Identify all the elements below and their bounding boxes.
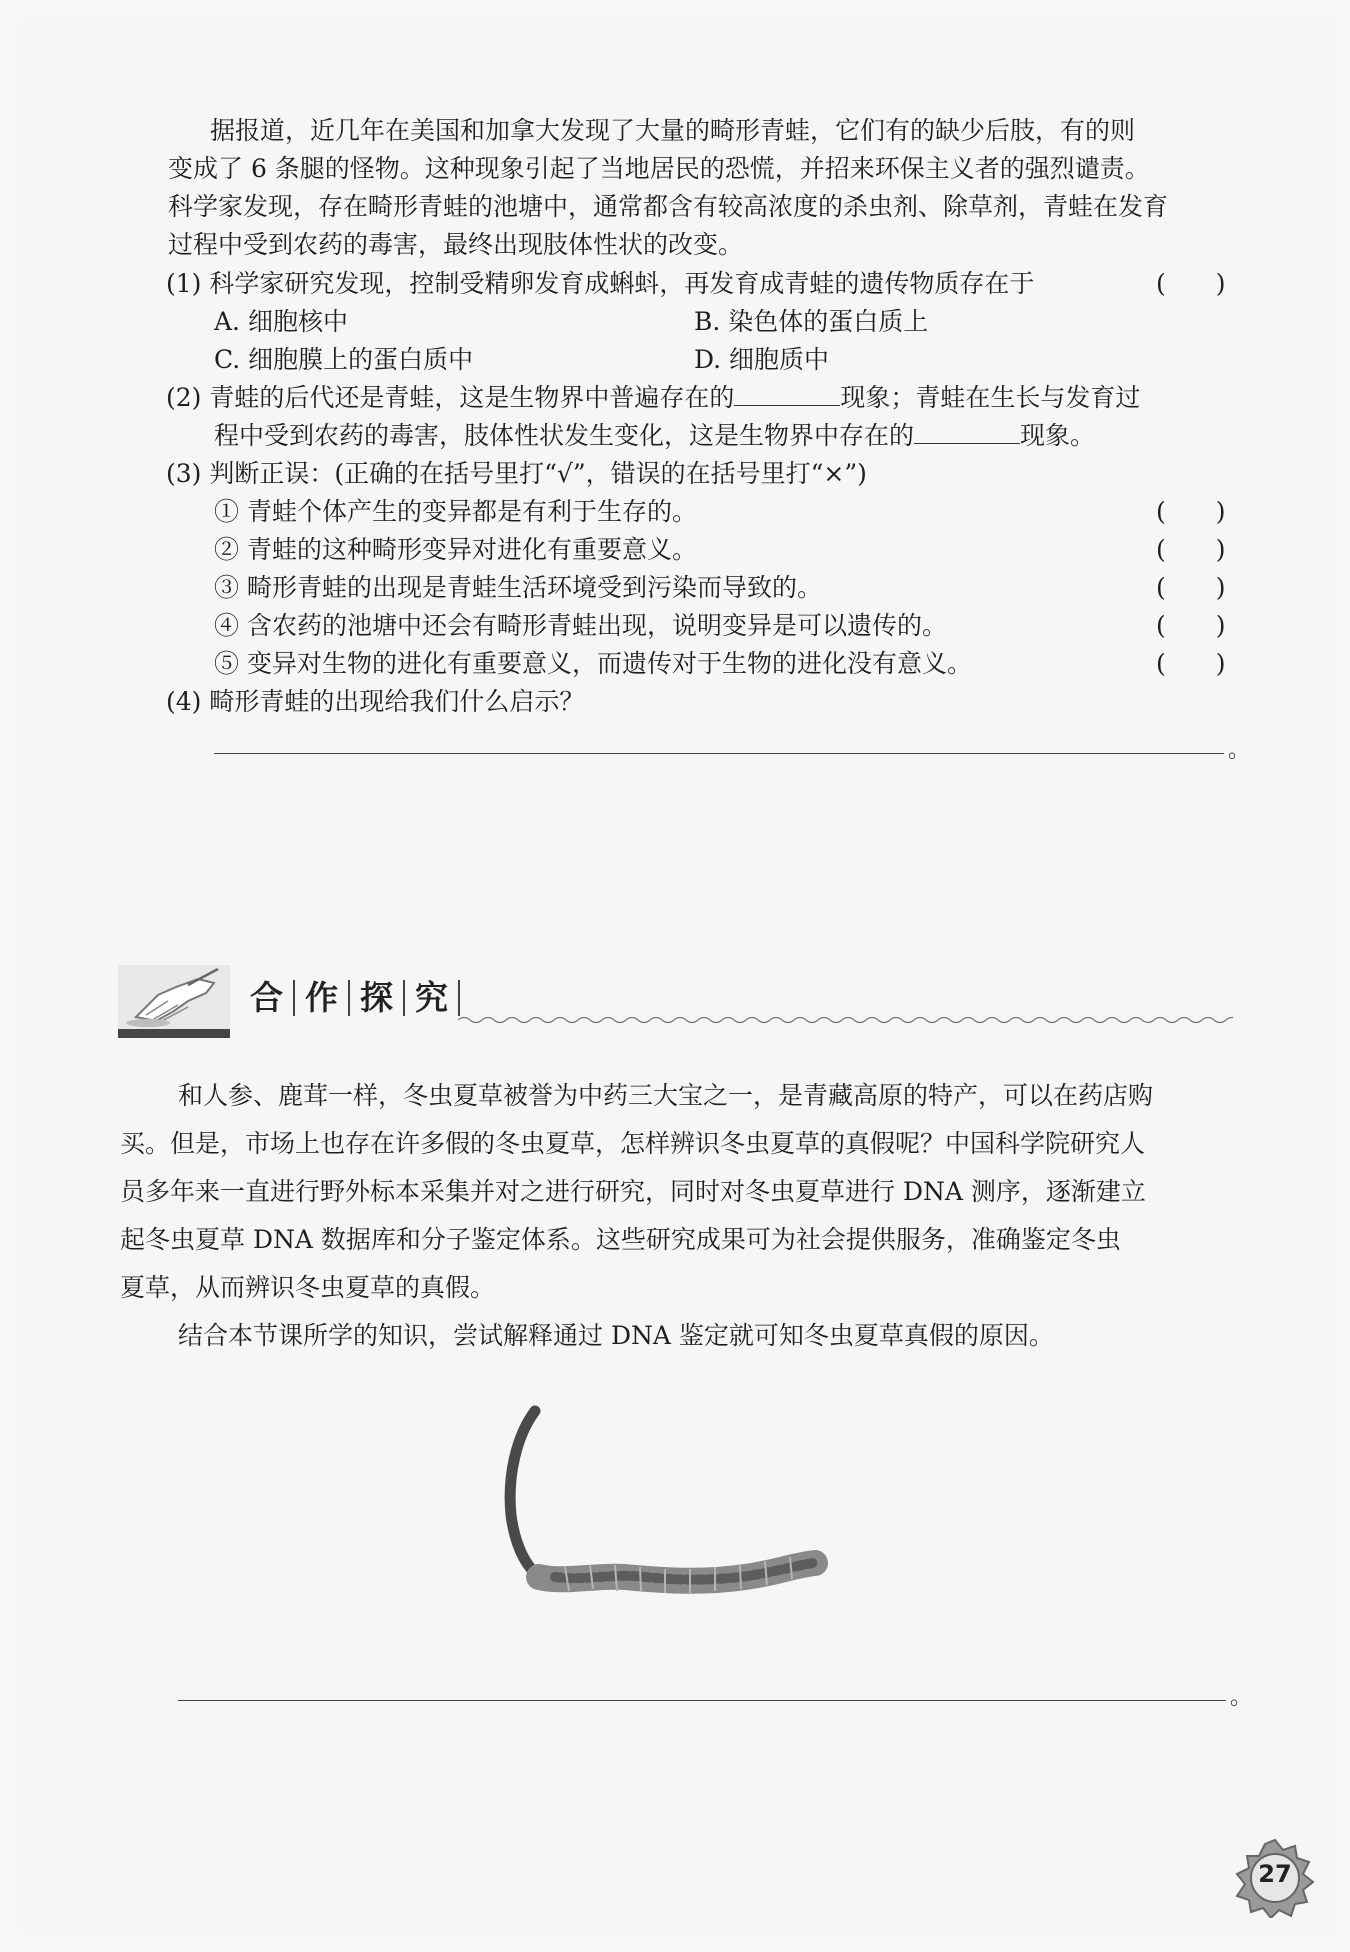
intro-line-2: 变成了 6 条腿的怪物。这种现象引起了当地居民的恐慌，并招来环保主义者的强烈谴责。	[168, 154, 1150, 183]
question-1-answer-paren[interactable]: ( )	[1156, 269, 1226, 298]
title-divider	[458, 980, 460, 1016]
question-3-item-2: ② 青蛙的这种畸形变异对进化有重要意义。	[214, 535, 697, 564]
question-1-option-a: A. 细胞核中	[214, 307, 348, 336]
question-3-item-4: ④ 含农药的池塘中还会有畸形青蛙出现，说明变异是可以遗传的。	[214, 611, 947, 640]
question-3-stem: (3) 判断正误：(正确的在括号里打“√”，错误的在括号里打“×”)	[166, 459, 867, 488]
cordyceps-image	[495, 1405, 865, 1625]
inquiry-line-1: 和人参、鹿茸一样，冬虫夏草被誉为中药三大宝之一，是青藏高原的特产，可以在药店购	[178, 1081, 1154, 1110]
question-4-answer-line[interactable]	[214, 753, 1224, 754]
question-3-item-1-paren[interactable]: ( )	[1156, 497, 1226, 526]
page-number-badge	[1235, 1838, 1315, 1918]
question-2-text-d: 现象。	[1020, 421, 1096, 450]
section-header	[118, 965, 1233, 1040]
question-4-end-mark: 。	[1228, 738, 1251, 763]
question-2-line-1	[166, 382, 1140, 414]
question-1-stem: (1) 科学家研究发现，控制受精卵发育成蝌蚪，再发育成青蛙的遗传物质存在于	[166, 269, 1035, 298]
section-title-char-2: 作	[305, 978, 338, 1017]
question-2-blank-1[interactable]	[734, 405, 840, 406]
intro-line-3: 科学家发现，存在畸形青蛙的池塘中，通常都含有较高浓度的杀虫剂、除草剂，青蛙在发育	[168, 192, 1169, 221]
inquiry-answer-line[interactable]	[178, 1700, 1226, 1701]
inquiry-line-2: 买。但是，市场上也存在许多假的冬虫夏草，怎样辨识冬虫夏草的真假呢？中国科学院研究人	[120, 1129, 1146, 1158]
inquiry-line-3: 员多年来一直进行野外标本采集并对之进行研究，同时对冬虫夏草进行 DNA 测序，逐渐建立	[120, 1177, 1146, 1206]
section-title	[240, 973, 460, 1023]
question-3-item-5: ⑤ 变异对生物的进化有重要意义，而遗传对于生物的进化没有意义。	[214, 649, 972, 678]
question-3-item-5-paren[interactable]: ( )	[1156, 649, 1226, 678]
section-title-char-1: 合	[250, 978, 283, 1017]
page-number: 27	[1258, 1860, 1292, 1888]
question-3-item-2-paren[interactable]: ( )	[1156, 535, 1226, 564]
section-title-char-4: 究	[415, 978, 448, 1017]
question-4-stem: (4) 畸形青蛙的出现给我们什么启示？	[166, 687, 585, 716]
inquiry-line-4: 起冬虫夏草 DNA 数据库和分子鉴定体系。这些研究成果可为社会提供服务，准确鉴定冬虫	[120, 1225, 1121, 1254]
inquiry-task: 结合本节课所学的知识，尝试解释通过 DNA 鉴定就可知冬虫夏草真假的原因。	[178, 1321, 1054, 1350]
question-3-item-4-paren[interactable]: ( )	[1156, 611, 1226, 640]
intro-line-1: 据报道，近几年在美国和加拿大发现了大量的畸形青蛙，它们有的缺少后肢，有的则	[210, 116, 1136, 145]
question-1-option-d: D. 细胞质中	[694, 345, 830, 374]
question-2-text-b: 现象；青蛙在生长与发育过	[840, 383, 1141, 412]
intro-line-4: 过程中受到农药的毒害，最终出现肢体性状的改变。	[168, 230, 744, 259]
question-2-text-c: 程中受到农药的毒害，肢体性状发生变化，这是生物界中存在的	[214, 421, 915, 450]
writing-hand-icon	[118, 965, 230, 1035]
question-1-option-b: B. 染色体的蛋白质上	[694, 307, 929, 336]
section-header-bar	[118, 1029, 230, 1038]
inquiry-end-mark: 。	[1230, 1685, 1253, 1710]
question-2-text-a: (2) 青蛙的后代还是青蛙，这是生物界中普遍存在的	[166, 383, 735, 412]
question-2-line-2	[214, 420, 1095, 452]
wavy-divider	[458, 1015, 1233, 1025]
question-3-item-3: ③ 畸形青蛙的出现是青蛙生活环境受到污染而导致的。	[214, 573, 822, 602]
inquiry-line-5: 夏草，从而辨识冬虫夏草的真假。	[120, 1273, 496, 1302]
question-3-item-3-paren[interactable]: ( )	[1156, 573, 1226, 602]
question-1-option-c: C. 细胞膜上的蛋白质中	[214, 345, 474, 374]
section-title-char-3: 探	[360, 978, 393, 1017]
question-3-item-1: ① 青蛙个体产生的变异都是有利于生存的。	[214, 497, 697, 526]
question-2-blank-2[interactable]	[914, 443, 1020, 444]
